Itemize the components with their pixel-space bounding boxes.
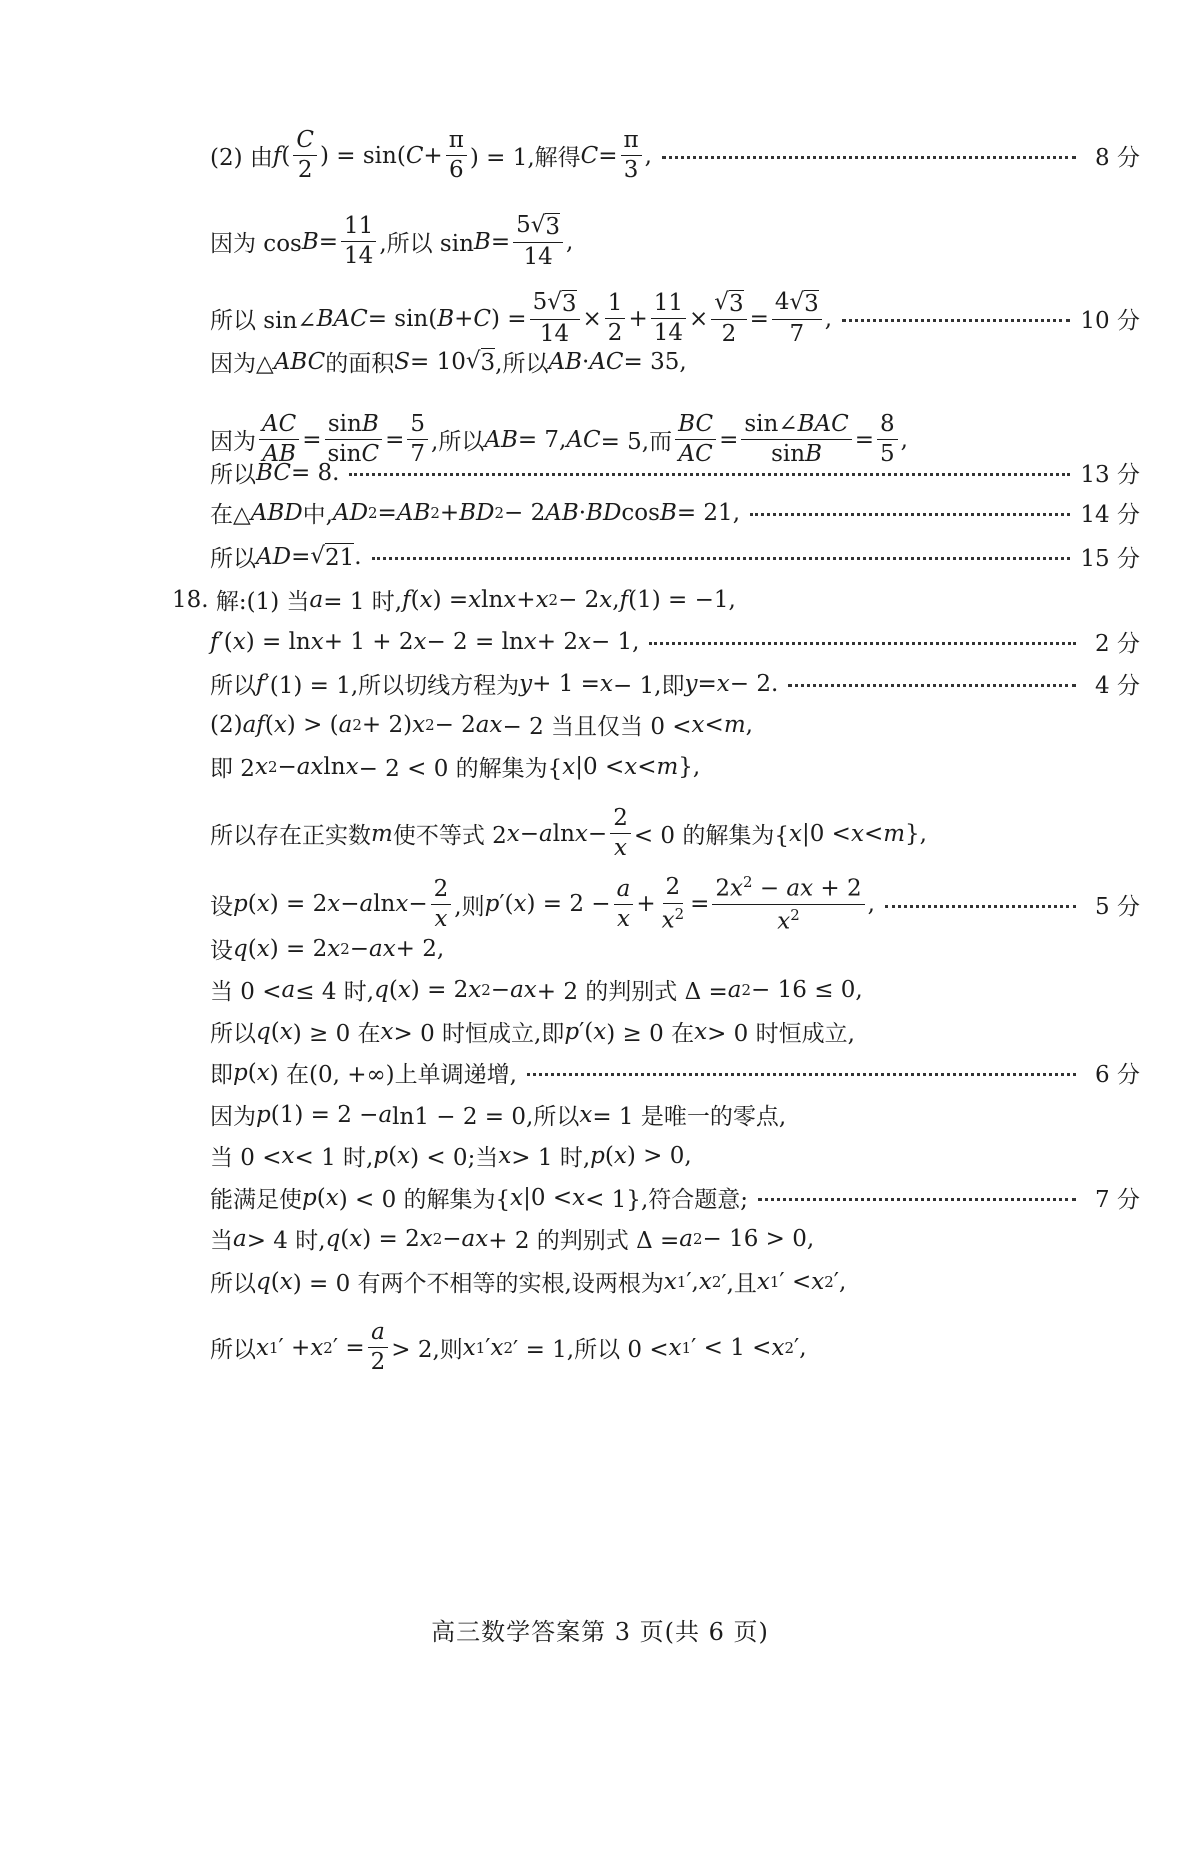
- leader-dots: [750, 513, 1070, 516]
- q18-line-case2: 当 a > 4 时, q ( x ) = 2 x 2 − ax + 2 的判别式 Δ = a 2 − 16 > 0,: [210, 1225, 815, 1254]
- q18-line-tangent: 所以 f ′(1) = 1,所以切线方程为 y + 1 = x − 1,即 y = x − 2. 4 分: [210, 667, 1140, 700]
- leader-dots: [788, 684, 1076, 687]
- q18-line-solution-set: 即 2 x 2 − ax ln x − 2 < 0 的解集为{ x |0 < x < m },: [210, 753, 701, 782]
- q18-line-nonneg: 所以 q ( x ) ≥ 0 在 x > 0 时恒成立,即 p ′( x ) ≥ 0 在 x > 0 时恒成立,: [210, 1018, 855, 1047]
- solution-line-bc: 所以 BC = 8. 13 分: [210, 456, 1140, 489]
- q18-line-qx: 设 q ( x ) = 2 x 2 − ax + 2,: [210, 935, 445, 964]
- score-13: 13 分: [1080, 462, 1140, 488]
- q18-line-vieta: 所以 x 1 ′ + x 2 ′ = $\frac{a}{2}$ > 2,则 x 1 ′ x 2 ′ = 1,所以 0 < x 1 ′ < 1 < x 2 ′,: [210, 1319, 807, 1376]
- solution-line-ratio: 因为 $\frac{AC}{AB}$ = $\frac{\sin B}{\sin C}$ = $\frac{5}{7}$ ,所以 AB = 7, AC = 5,而 $\frac{BC}{AC}$ = $\frac{\text{sin∠BAC}}{\sin B}$ = $\frac{8}{5}$ ,: [210, 411, 908, 468]
- leader-dots: [662, 156, 1076, 159]
- q18-line-increasing: 即 p ( x ) 在(0, +∞)上单调递增, 6 分: [210, 1056, 1140, 1089]
- q18-line-case1-result: 能满足使 p ( x ) < 0 的解集为{ x |0 < x < 1},符合题意; 7 分: [210, 1181, 1140, 1214]
- q18-line-case1: 当 0 < a ≤ 4 时, q ( x ) = 2 x 2 − ax + 2 的判别式 Δ = a 2 − 16 ≤ 0,: [210, 976, 863, 1005]
- q18-line-1: 18. 解:(1) 当 a = 1 时, f ( x ) = x ln x + x 2 − 2 x , f (1) = −1,: [172, 586, 736, 615]
- q18-line-zero: 因为 p (1) = 2 − a ln1 − 2 = 0,所以 x = 1 是唯一的零点,: [210, 1101, 787, 1130]
- solution-line-area: 因为△ ABC 的面积 S = 10 √ 3 ,所以 AB · AC = 35,: [210, 347, 687, 377]
- question-number: 18.: [172, 586, 209, 613]
- q18-line-sign: 当 0 < x < 1 时, p ( x ) < 0;当 x > 1 时, p ( x ) > 0,: [210, 1142, 692, 1171]
- solution-line-2: (2) 由 f ( $\frac{C}{2}$ ) = sin( C + $\frac{\pi}{6}$ ) = 1,解得 C = $\frac{\pi}{3}$ , 8 分: [210, 127, 1140, 184]
- leader-dots: [527, 1073, 1076, 1076]
- solution-line-sinbac: 所以 sin∠ BAC = sin( B + C ) = 5√ 3 14 × $\frac{1}{2}$ + $\frac{11}{14}$ × √ 3 2 = 4√ 3 7 , 10 分: [210, 289, 1140, 348]
- leader-dots: [842, 319, 1070, 322]
- score-14: 14 分: [1080, 502, 1140, 528]
- leader-dots: [758, 1198, 1076, 1201]
- solution-line-ad: 所以 AD = √ 21 . 15 分: [210, 540, 1140, 573]
- solution-line-abd: 在△ ABD 中, AD 2 = AB 2 + BD 2 − 2 AB · BD cos B = 21, 14 分: [210, 496, 1140, 529]
- score-6: 6 分: [1095, 1062, 1140, 1088]
- score-4: 4 分: [1095, 673, 1140, 699]
- score-5: 5 分: [1095, 893, 1140, 920]
- q18-line-exists-m: 所以存在正实数 m 使不等式 2 x − a ln x − $\frac{2}{x}$ < 0 的解集为{ x |0 < x < m },: [210, 805, 927, 862]
- leader-dots: [649, 642, 1076, 645]
- score-8: 8 分: [1095, 145, 1140, 172]
- score-7: 7 分: [1095, 1187, 1140, 1213]
- page-footer: 高三数学答案第 3 页(共 6 页): [431, 1618, 769, 1646]
- q18-line-part2: (2) af ( x ) > ( a 2 + 2) x 2 − 2 ax − 2 当且仅当 0 < x < m ,: [210, 711, 753, 740]
- score-10: 10 分: [1080, 308, 1140, 335]
- leader-dots: [349, 473, 1070, 476]
- solution-line-cosb: 因为 cos B = $\frac{11}{14}$ ,所以 sin B = 5√ 3 14 ,: [210, 212, 574, 271]
- q18-line-derivative: f ′( x ) = ln x + 1 + 2 x − 2 = ln x + 2 x − 1, 2 分: [210, 625, 1140, 658]
- leader-dots: [372, 557, 1071, 560]
- score-2: 2 分: [1095, 631, 1140, 657]
- q18-line-roots: 所以 q ( x ) = 0 有两个不相等的实根,设两根为 x 1 ′, x 2 ′,且 x 1 ′ < x 2 ′,: [210, 1268, 847, 1297]
- score-15: 15 分: [1080, 546, 1140, 572]
- q18-line-px: 设 p ( x ) = 2 x − a ln x − $\frac{2}{x}$ ,则 p ′( x ) = 2 − $\frac{a}{x}$ + $\frac{2}{x^2}$ = $\frac{2x^2 - ax + 2}{x^2}$ , 5 分: [210, 873, 1140, 935]
- leader-dots: [885, 905, 1076, 908]
